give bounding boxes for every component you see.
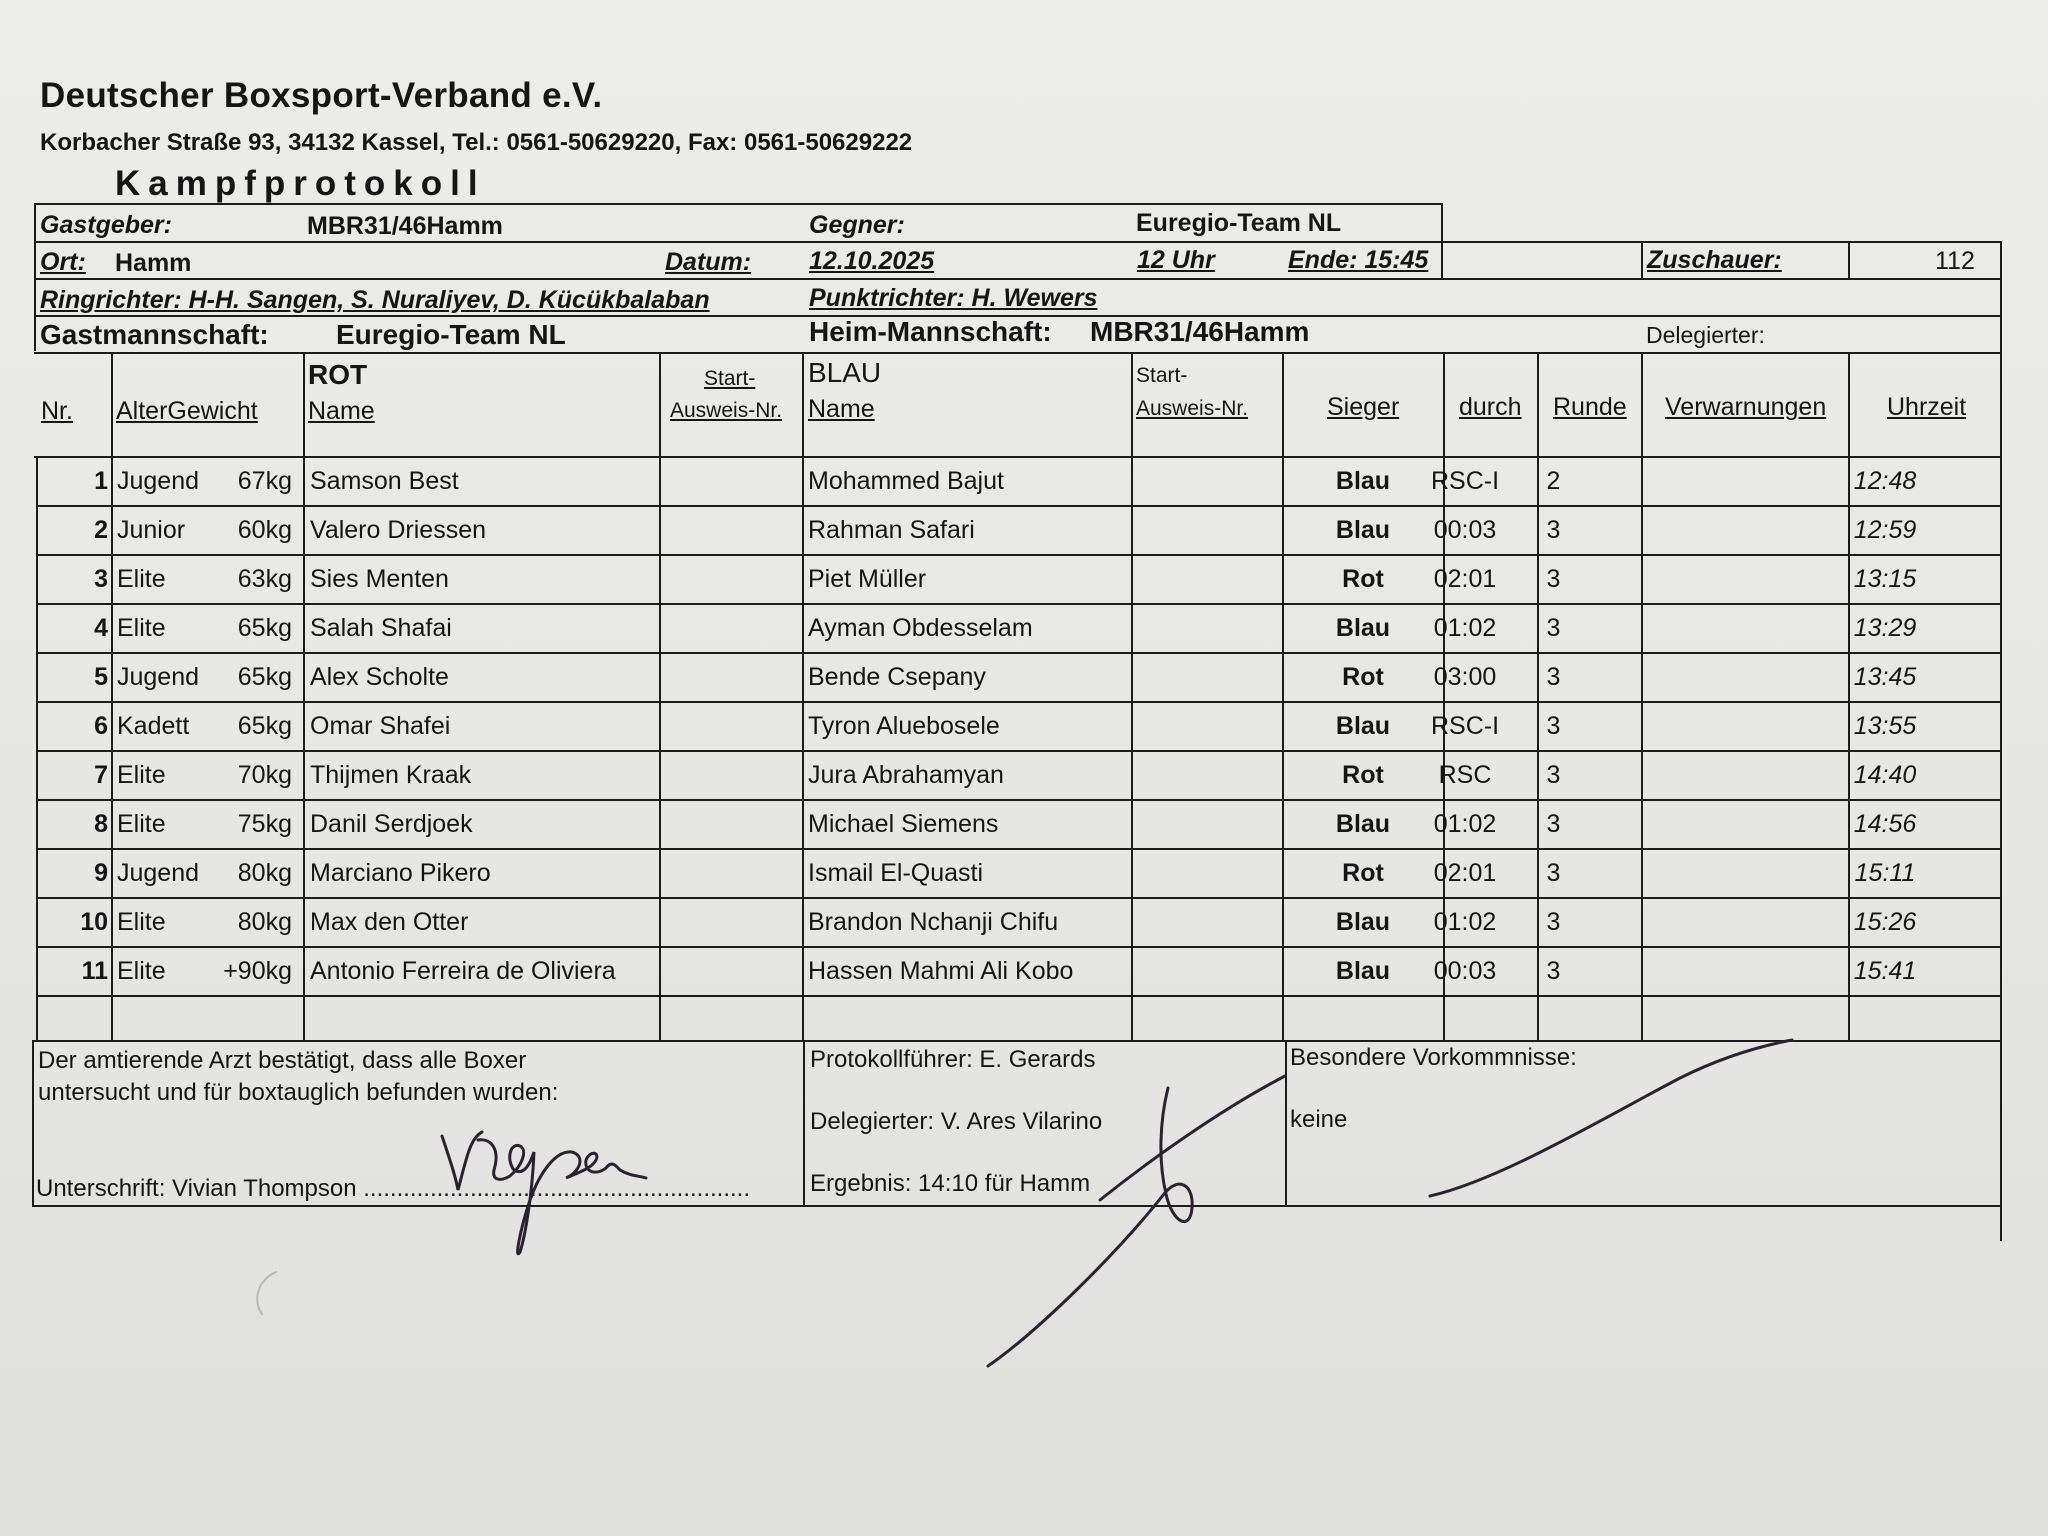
red-boxer-name: Marciano Pikero xyxy=(310,859,491,887)
bout-time: 12:48 xyxy=(1853,467,1917,495)
result: Ergebnis: 14:10 für Hamm xyxy=(810,1170,1091,1197)
judge: Punktrichter: H. Wewers xyxy=(809,284,1098,312)
bout-time: 13:15 xyxy=(1853,565,1917,593)
delegate: Delegierter: V. Ares Vilarino xyxy=(810,1108,1103,1135)
bout-number: 9 xyxy=(94,859,108,887)
bout-time: 13:29 xyxy=(1853,614,1917,642)
winner: Blau xyxy=(1335,712,1391,740)
incidents-strike-icon xyxy=(1430,1040,1792,1196)
col-blue-ausweis: Ausweis-Nr. xyxy=(1136,397,1249,420)
winner: Blau xyxy=(1335,467,1391,495)
red-boxer-name: Omar Shafei xyxy=(310,712,451,740)
weight-class: +90kg xyxy=(223,957,292,985)
decision: 01:02 xyxy=(1433,908,1497,936)
col-blue-name: Name xyxy=(808,395,875,423)
col-by: durch xyxy=(1459,393,1522,421)
opponent-label: Gegner: xyxy=(809,211,905,239)
bout-time: 12:59 xyxy=(1853,516,1917,544)
blue-boxer-name: Jura Abrahamyan xyxy=(808,761,1004,789)
winner: Blau xyxy=(1335,810,1391,838)
weight-class: 65kg xyxy=(237,614,292,642)
col-blue-start: Start- xyxy=(1136,364,1188,387)
round: 3 xyxy=(1546,614,1561,642)
blue-boxer-name: Mohammed Bajut xyxy=(808,467,1004,495)
col-winner: Sieger xyxy=(1327,393,1400,421)
age-class: Junior xyxy=(117,516,186,544)
winner: Rot xyxy=(1342,761,1384,789)
weight-class: 80kg xyxy=(237,908,292,936)
col-time: Uhrzeit xyxy=(1887,393,1967,421)
col-red-ausweis: Ausweis-Nr. xyxy=(670,399,783,422)
weight-class: 60kg xyxy=(237,516,292,544)
bout-number: 3 xyxy=(94,565,108,593)
date-value: 12.10.2025 xyxy=(809,247,935,275)
col-age-weight: AlterGewicht xyxy=(116,397,258,425)
bout-number: 6 xyxy=(94,712,108,740)
red-boxer-name: Valero Driessen xyxy=(310,516,487,544)
winner: Rot xyxy=(1342,859,1384,887)
bout-time: 15:11 xyxy=(1854,859,1916,887)
blue-boxer-name: Tyron Aluebosele xyxy=(808,712,1000,740)
winner: Rot xyxy=(1342,663,1384,691)
round: 3 xyxy=(1546,859,1561,887)
round: 3 xyxy=(1546,516,1561,544)
start-time: 12 Uhr xyxy=(1137,246,1215,274)
bout-time: 14:40 xyxy=(1853,761,1917,789)
bout-time: 14:56 xyxy=(1853,810,1917,838)
age-class: Jugend xyxy=(117,663,200,691)
decision: RSC-I xyxy=(1430,467,1500,495)
red-boxer-name: Max den Otter xyxy=(310,908,469,936)
red-boxer-name: Samson Best xyxy=(310,467,459,495)
blue-boxer-name: Hassen Mahmi Ali Kobo xyxy=(808,957,1074,985)
referees: Ringrichter: H-H. Sangen, S. Nuraliyev, D. Kücükbalaban xyxy=(40,286,710,314)
decision: 00:03 xyxy=(1433,957,1497,985)
bout-number: 7 xyxy=(94,761,108,789)
decision: RSC-I xyxy=(1430,712,1500,740)
weight-class: 63kg xyxy=(237,565,292,593)
red-boxer-name: Sies Menten xyxy=(310,565,449,593)
incidents-value: keine xyxy=(1290,1106,1348,1133)
round: 3 xyxy=(1546,810,1561,838)
winner: Rot xyxy=(1342,565,1384,593)
col-nr: Nr. xyxy=(41,397,73,425)
blue-boxer-name: Michael Siemens xyxy=(808,810,999,838)
spectators-value: 112 xyxy=(1935,247,1975,275)
weight-class: 75kg xyxy=(237,810,292,838)
round: 3 xyxy=(1546,957,1561,985)
end-time: Ende: 15:45 xyxy=(1288,246,1429,274)
document-title: Kampfprotokoll xyxy=(115,164,486,203)
spectators-label: Zuschauer: xyxy=(1647,246,1782,274)
decision: RSC xyxy=(1438,761,1492,789)
organization-name: Deutscher Boxsport-Verband e.V. xyxy=(40,76,603,115)
doctor-signature-icon xyxy=(442,1132,646,1254)
recorder-signature-icon xyxy=(988,1076,1285,1366)
organization-address: Korbacher Straße 93, 34132 Kassel, Tel.: 0561-50629220, Fax: 0561-50629222 xyxy=(40,129,913,156)
place-value: Hamm xyxy=(115,249,192,277)
blue-boxer-name: Piet Müller xyxy=(808,565,927,593)
red-boxer-name: Thijmen Kraak xyxy=(310,761,472,789)
decision: 01:02 xyxy=(1433,810,1497,838)
blue-boxer-name: Bende Csepany xyxy=(808,663,986,691)
bout-number: 10 xyxy=(80,908,108,936)
delegate-label: Delegierter: xyxy=(1646,322,1765,348)
home-team-label: Heim-Mannschaft: xyxy=(809,316,1052,347)
weight-class: 70kg xyxy=(237,761,292,789)
col-blau: BLAU xyxy=(808,357,882,388)
decision: 01:02 xyxy=(1433,614,1497,642)
blue-boxer-name: Ayman Obdesselam xyxy=(808,614,1033,642)
winner: Blau xyxy=(1335,908,1391,936)
round: 2 xyxy=(1546,467,1561,495)
date-label: Datum: xyxy=(665,248,752,276)
opponent-value: Euregio-Team NL xyxy=(1136,209,1342,237)
place-label: Ort: xyxy=(40,248,86,276)
round: 3 xyxy=(1546,663,1561,691)
winner: Blau xyxy=(1335,516,1391,544)
doctor-signature-line: Unterschrift: Vivian Thompson .......................................................... xyxy=(36,1175,750,1202)
blue-boxer-name: Rahman Safari xyxy=(808,516,975,544)
age-class: Elite xyxy=(117,614,166,642)
decision: 02:01 xyxy=(1433,565,1497,593)
round: 3 xyxy=(1546,712,1561,740)
decision: 03:00 xyxy=(1433,663,1497,691)
bout-time: 15:41 xyxy=(1853,957,1917,985)
age-class: Elite xyxy=(117,957,166,985)
weight-class: 65kg xyxy=(237,712,292,740)
blue-boxer-name: Brandon Nchanji Chifu xyxy=(808,908,1059,936)
red-boxer-name: Danil Serdjoek xyxy=(310,810,473,838)
col-rot: ROT xyxy=(308,359,368,390)
recorder: Protokollführer: E. Gerards xyxy=(810,1046,1096,1073)
age-class: Elite xyxy=(117,761,166,789)
winner: Blau xyxy=(1335,957,1391,985)
bout-number: 5 xyxy=(94,663,108,691)
age-class: Jugend xyxy=(117,859,200,887)
host-value: MBR31/46Hamm xyxy=(307,212,503,240)
bout-number: 1 xyxy=(94,467,108,495)
pen-mark-icon xyxy=(257,1272,276,1314)
bout-time: 15:26 xyxy=(1853,908,1917,936)
decision: 00:03 xyxy=(1433,516,1497,544)
age-class: Jugend xyxy=(117,467,200,495)
bout-time: 13:45 xyxy=(1853,663,1917,691)
col-red-name: Name xyxy=(308,397,375,425)
round: 3 xyxy=(1546,565,1561,593)
col-red-start: Start- xyxy=(704,367,756,390)
age-class: Elite xyxy=(117,565,166,593)
weight-class: 80kg xyxy=(237,859,292,887)
incidents-label: Besondere Vorkommnisse: xyxy=(1290,1044,1577,1071)
guest-team-label: Gastmannschaft: xyxy=(40,319,269,350)
bout-number: 2 xyxy=(94,516,108,544)
host-label: Gastgeber: xyxy=(40,211,172,239)
guest-team-value: Euregio-Team NL xyxy=(336,319,566,350)
age-class: Kadett xyxy=(117,712,190,740)
home-team-value: MBR31/46Hamm xyxy=(1090,316,1310,347)
red-boxer-name: Salah Shafai xyxy=(310,614,452,642)
winner: Blau xyxy=(1335,614,1391,642)
doctor-statement-line1: Der amtierende Arzt bestätigt, dass alle Boxer xyxy=(38,1047,527,1074)
bout-number: 11 xyxy=(81,957,108,985)
decision: 02:01 xyxy=(1433,859,1497,887)
weight-class: 65kg xyxy=(237,663,292,691)
bout-number: 8 xyxy=(94,810,108,838)
red-boxer-name: Alex Scholte xyxy=(310,663,449,691)
round: 3 xyxy=(1546,761,1561,789)
age-class: Elite xyxy=(117,810,166,838)
bout-number: 4 xyxy=(94,614,108,642)
weight-class: 67kg xyxy=(237,467,292,495)
age-class: Elite xyxy=(117,908,166,936)
red-boxer-name: Antonio Ferreira de Oliviera xyxy=(310,957,616,985)
col-warnings: Verwarnungen xyxy=(1665,393,1827,421)
col-round: Runde xyxy=(1553,393,1627,421)
round: 3 xyxy=(1546,908,1561,936)
bout-time: 13:55 xyxy=(1853,712,1917,740)
doctor-statement-line2: untersucht und für boxtauglich befunden wurden: xyxy=(38,1079,559,1106)
blue-boxer-name: Ismail El-Quasti xyxy=(808,859,984,887)
